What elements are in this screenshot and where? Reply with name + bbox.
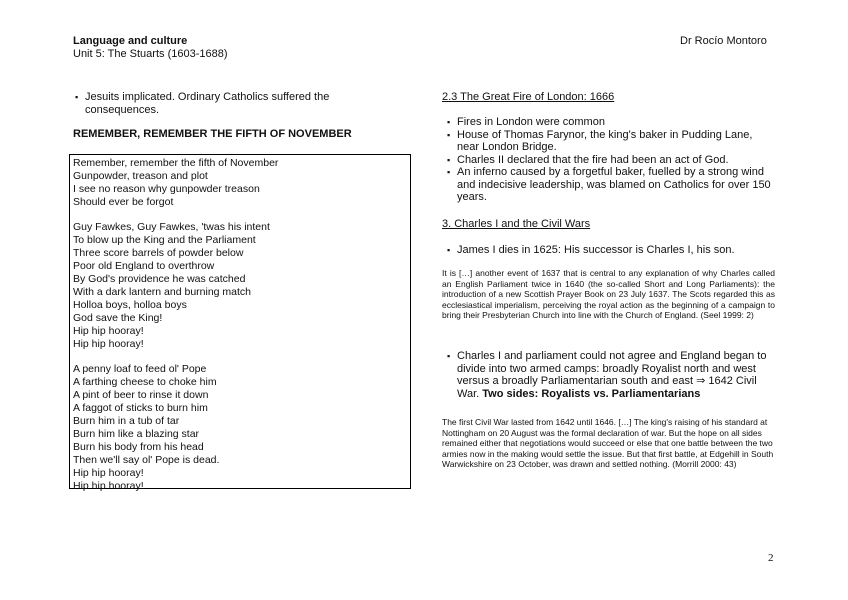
left-bullet: ▪ Jesuits implicated. Ordinary Catholics suffered the consequences. xyxy=(75,91,365,116)
poem-line: With a dark lantern and burning match xyxy=(73,286,252,298)
quote-seel: It is […] another event of 1637 that is central to any explanation of why Charles called an English Parliament twice in 1640 (the so-called Short and Long Parliaments): the introduction of a new Scottish Prayer Book on 23 July 1637. The Scots regarded this as ecclesiastical imperialism, perceiving the royal action as the beginning of a campaign to bring their Presbyterian Church into line with the Church of England. (Seel 1999: 2) xyxy=(442,268,775,321)
poem-line: God save the King! xyxy=(73,312,163,324)
fire-bullet-list xyxy=(447,116,777,204)
quote-morrill: The first Civil War lasted from 1642 until 1646. […] The king's raising of his standard at Nottingham on 20 August was the formal declaration of war. But the hope on all sides remained either that negotiations would succeed or else that one battle between the two armies now in the making would settle the issue. But that first battle, at Edgehill in South Warwickshire on 23 October, was drawn and settled nothing. (Morrill 2000: 43) xyxy=(442,417,774,470)
poem-line: Burn him like a blazing star xyxy=(73,428,200,440)
poem-line: A farthing cheese to choke him xyxy=(73,376,217,388)
poem-line: Hip hip hooray! xyxy=(73,338,144,350)
poem-stanza-2 xyxy=(73,221,410,351)
poem-line: Hip hip hooray! xyxy=(73,467,144,479)
poem-line: Three score barrels of powder below xyxy=(73,247,244,259)
poem-stanza-3 xyxy=(73,363,410,493)
fire-bullet: ▪ An inferno caused by a forgetful baker, fuelled by a strong wind and indecisive leadership, was blamed on Catholics for over 150 years. xyxy=(447,166,777,204)
poem-line: Gunpowder, treason and plot xyxy=(73,170,208,182)
civil-war-bullet-list xyxy=(447,244,782,257)
poem-line: A pint of beer to rinse it down xyxy=(73,389,209,401)
civil-war-bullet-2 xyxy=(447,350,777,400)
civil-war-bullet-2-text: Charles I and parliament could not agree and England began to divide into two armed camps: broadly Royalist north and west versus a broadly Parliamentarian south and east ⇒ 1642 Civil War. xyxy=(457,350,767,400)
poem-line: A penny loaf to feed ol' Pope xyxy=(73,363,207,375)
poem-line: Poor old England to overthrow xyxy=(73,260,215,272)
poem-line: Should ever be forgot xyxy=(73,196,174,208)
poem-line: A faggot of sticks to burn him xyxy=(73,402,208,414)
fire-bullet: ▪ House of Thomas Farynor, the king's baker in Pudding Lane, near London Bridge. xyxy=(447,129,777,154)
poem-line: By God's providence he was catched xyxy=(73,273,246,285)
fire-bullet: ▪ Charles II declared that the fire had been an act of God. xyxy=(447,154,777,167)
civil-war-bullet: ▪ James I dies in 1625: His successor is Charles I, his son. xyxy=(447,244,782,257)
poem-line: Holloa boys, holloa boys xyxy=(73,299,187,311)
poem-line: Guy Fawkes, Guy Fawkes, 'twas his intent xyxy=(73,221,270,233)
poem-line: Burn his body from his head xyxy=(73,441,204,453)
header-author: Dr Rocío Montoro xyxy=(680,35,767,47)
civil-war-heading: 3. Charles I and the Civil Wars xyxy=(442,218,591,230)
poem-line: Burn him in a tub of tar xyxy=(73,415,180,427)
fire-heading: 2.3 The Great Fire of London: 1666 xyxy=(442,91,615,103)
fire-bullet: ▪ Fires in London were common xyxy=(447,116,777,129)
poem-line: Hip hip hooray! xyxy=(73,325,144,337)
poem-line: Hip hip hooray! xyxy=(73,480,144,492)
poem-line: I see no reason why gunpowder treason xyxy=(73,183,260,195)
two-sides-bold: Two sides: Royalists vs. Parliamentarians xyxy=(482,387,701,400)
header-title: Language and culture xyxy=(73,35,188,47)
poem-line: Remember, remember the fifth of November xyxy=(73,157,279,169)
header-subtitle: Unit 5: The Stuarts (1603-1688) xyxy=(73,48,228,60)
poem-heading: REMEMBER, REMEMBER THE FIFTH OF NOVEMBER xyxy=(73,128,352,140)
poem-line: To blow up the King and the Parliament xyxy=(73,234,256,246)
poem-line: Then we'll say ol' Pope is dead. xyxy=(73,454,220,466)
civil-war-bullet-list-2 xyxy=(447,350,777,400)
poem-box xyxy=(69,154,411,492)
page-number: 2 xyxy=(768,552,774,564)
poem-stanza-1 xyxy=(73,157,410,209)
left-bullet-list xyxy=(75,91,365,116)
